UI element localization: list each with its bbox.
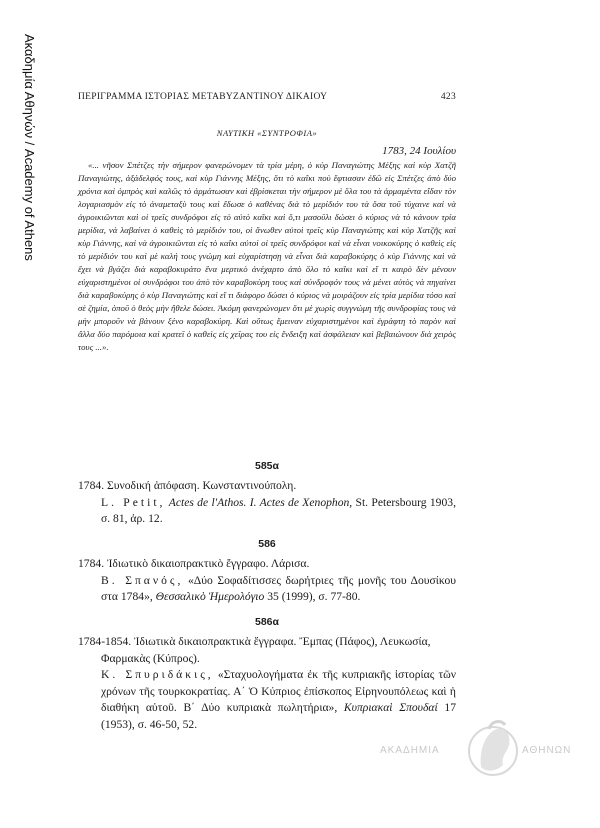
section-heading: ΝΑΥΤΙΚΗ «ΣΥΝΤΡΟΦΙΑ» [216, 128, 318, 138]
citation-author: Κ. Σπυριδάκις, [101, 668, 214, 681]
citation-details: St. Petersbourg 1903, σ. 81, ἀρ. 12. [101, 495, 456, 525]
entry-number-586a: 586α [255, 616, 279, 628]
page-number: 423 [440, 92, 456, 102]
citation-article-title: «Σταχυολογήματα ἐκ τῆς κυπριακῆς ἱστορίας τῶν χρόνων τῆς τουρκοκρατίας. Α΄ Ὁ Κύπριος ἐπίσκοπος Εἰρηνουπόλεως καὶ ἡ διαθήκη αὐτοῦ. Β΄ Δύο κυπριακὰ πωλητήρια», [101, 668, 457, 714]
entry-number-586: 586 [258, 538, 276, 550]
quote-paragraph: «... νῆσον Σπέτζες τὴν σήμερον φανερώνομεν τὰ τρία μέρη, ὁ κὺρ Παναγιώτης Μέξης καὶ κὺρ Χατζῆ Παναγιώτης, ἀξάδελφός τους, καὶ κὺρ Γιάννης Μέξης, ὅτι τὸ καΐκι ποὺ ἔφτιασαν ἐδῶ εἰς Σπέτζες ἀπὸ δύο χρόνια καὶ ὁμπρὸς καὶ καλῶς τὸ ἀρμάτωσαν καὶ ἐβρίσκεται τὴν σήμερον μὲ ὅλα του τὰ ἀρμαμέντα εἴδαν τὸν λογαριασμὸν εἰς τὸ ἀναμεταξὺ τους καὶ ἔδωσε ὁ καθένας διὰ τὸ μερίδιόν του τὰ ὅσα τοῦ τύχαινε καὶ νὰ ἀγροικιῶνται καὶ οἱ τρεῖς συνδρόφοι εἰς τὸ αὐτὸ καΐκι καὶ ὅ,τι μασοῦλι δώσει ὁ κύριος νὰ τὸ κάνουν τρία μερίδια, νὰ λαβαίνει ὁ καθεὶς τὸ μερίδιόν του, οἱ ἄνωθεν αὐτοὶ τρεῖς κὺρ Παναγιώτης καὶ κὺρ Χατζῆς καὶ κὺρ Γιάννης, καὶ νὰ ἀγροικιῶνται εἰς τὸ καΐκι αὐτοὶ οἱ τρεῖς συνδρόφοι καὶ νὰ εἶναι νοικοκύρης ὁ καθεὶς εἰς τὸ μερίδιόν του καὶ μὲ καλή τους γνώμη καὶ εὐχαρίστησῃ νὰ εἶναι διὰ καραβοκύρης ὁ κὺρ Γιάννης καὶ νὰ ἔχει νὰ βγάζει διὰ καραβοκυράτο ἕνα μερτικὸ ἀνέχαρτο ἀπὸ ὅλο τὸ καΐκι καὶ εἴ τι καιρὸ δὲν μένουν εὐχαριστημένοι οἱ συνδρόφοι του ἀπὸ τὸν καραβοκύρη τους καὶ σύνδροφόν τους νὰ μένει αὐτὸς νὰ πηγαίνει διὰ καραβοκύρης ὁ κὺρ Παναγιώτης καὶ εἴ τι διάφορο δώσει ὁ κύριος νὰ μοιράζουν εἰς τρία μερίδια τόσο καὶ σὲ ζημία, ὁποῦ ὁ θεὸς μὴν ἤθελε δώσει. Ἀκόμη φανερώνομεν ὅτι μὲ χωρὶς συγγνώμη τῆς συνδροφίας τους νὰ μὴν μποροῦν νὰ βάνουν ξένο καραβοκύρη. Καὶ οὕτως ἔμειναν εὐχαριστημένοι καὶ ἐγράφτη τὸ παρὸν καὶ ἄλλα δύο παρόμοια καὶ κρατεῖ ὁ καθεὶς εἰς χεῖρας του εἰς ἔνδειξη καὶ ἀσφάλειαν καὶ βεβαιώνουν διὰ χειρὸς τους ...». [78, 160, 456, 352]
athena-head-icon [463, 715, 523, 783]
citation-article-title: «Δύο Σοφαδίτισσες δωρήτριες τῆς μονῆς του Δουσίκου στα 1784», [101, 573, 456, 603]
side-watermark: Ακαδημία Αθηνών / Academy of Athens [22, 34, 37, 261]
entry-citation [78, 495, 456, 528]
quoted-document-text [78, 159, 456, 354]
logo-right-text: ΑΘΗΝΩΝ [522, 745, 572, 756]
running-head [78, 92, 456, 102]
document-date: 1783, 24 Ιουλίου [382, 145, 456, 157]
entry-heading: 1784. Ἰδιωτικὸ δικαιοπρακτικὸ ἔγγραφο. Λάρισα. [78, 557, 310, 570]
citation-title: Actes de l'Athos. I. Actes de Xenophon, [168, 495, 353, 509]
logo-left-text: ΑΚΑΔΗΜΙΑ [380, 745, 440, 756]
citation-author: Β. Σπανός, [101, 573, 184, 587]
citation-details: 35 (1999), σ. 77-80. [267, 590, 361, 603]
entry-heading: 1784. Συνοδική ἀπόφαση. Κωνσταντινούπολη. [78, 479, 297, 492]
entry-heading: 1784-1854. Ἰδιωτικὰ δικαιοπρακτικὰ ἔγγραφα. Ἔμπας (Πάφος), Λευκωσία, Φαρμακὰς (Κύπρος). [78, 635, 431, 665]
entry-586 [78, 556, 456, 606]
entry-585a [78, 478, 456, 528]
citation-author: L. Petit, [101, 495, 166, 509]
academy-logo [380, 715, 580, 785]
citation-journal: Θεσσαλικὸ Ἡμερολόγιο [155, 590, 265, 603]
citation-journal: Κυπριακαὶ Σπουδαί [343, 701, 438, 714]
entry-citation [78, 573, 456, 606]
entry-number-585a: 585α [255, 460, 279, 472]
citation-details: 17 (1953), σ. 46-50, 52. [101, 701, 456, 731]
running-head-title: ΠΕΡΙΓΡΑΜΜΑ ΙΣΤΟΡΙΑΣ ΜΕΤΑΒΥΖΑΝΤΙΝΟΥ ΔΙΚΑΙΟΥ [78, 92, 328, 102]
